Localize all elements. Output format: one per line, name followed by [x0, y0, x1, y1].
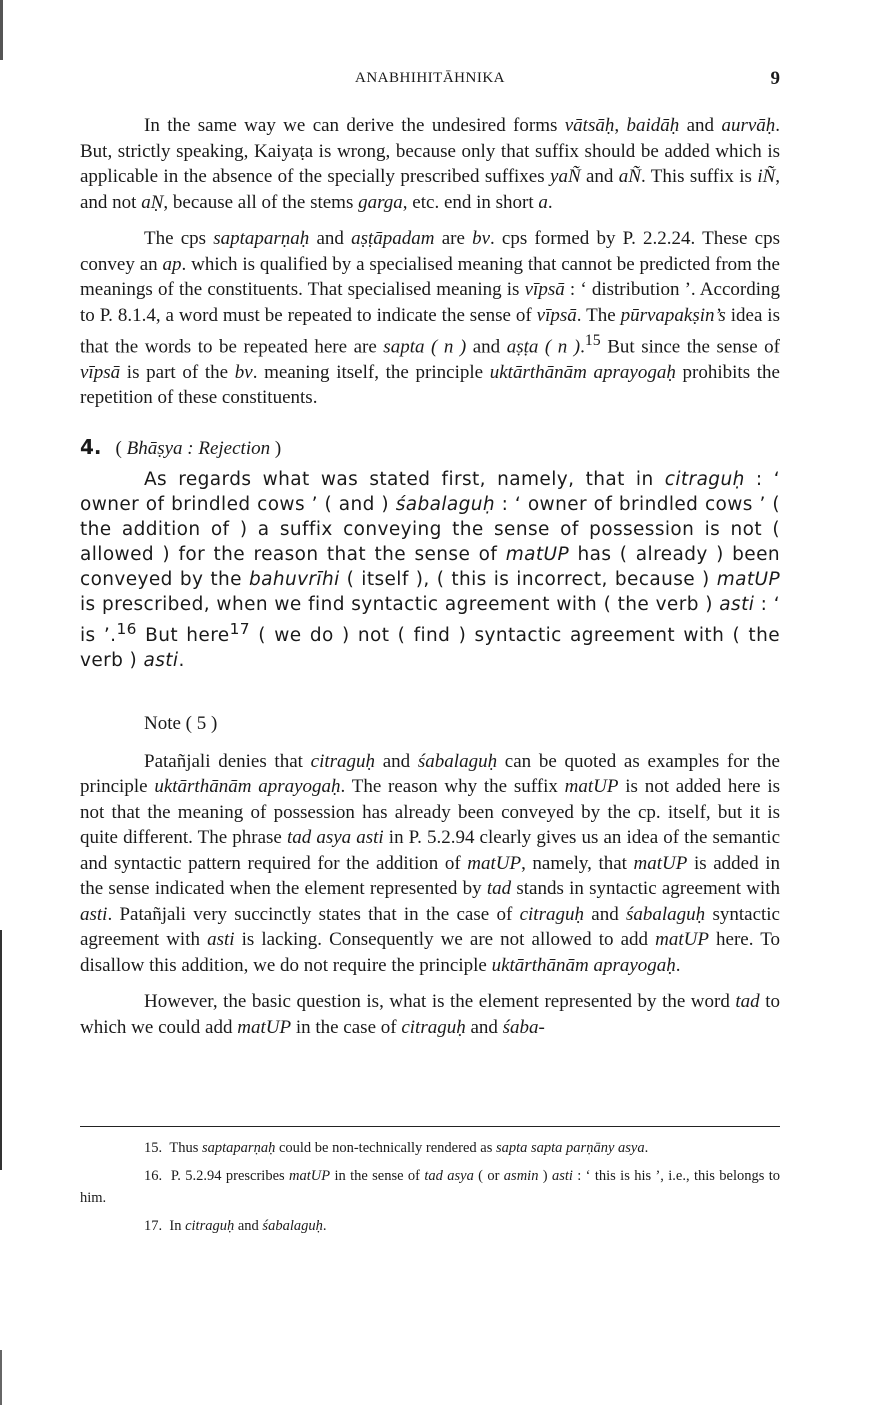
page-number: 9 — [770, 68, 780, 89]
main-text — [80, 113, 780, 1051]
section-number: 4. — [80, 434, 102, 459]
paragraph: Patañjali denies that citraguḥ and śabalaguḥ can be quoted as examples for the principle uktārthānām aprayogaḥ. The reason why the suffix matUP is not added here is not that the meaning of possession has already been conveyed by the cp. itself, but it is quite different. The phrase tad asya asti in P. 5.2.94 clearly gives us an idea of the semantic and syntactic pattern required for the addition of matUP, namely, that matUP is added in the sense indicated when the element represented by tad stands in syntactic agreement with asti. Patañjali very succinctly states that in the case of citraguḥ and śabalaguḥ syntactic agreement with asti is lacking. Consequently we are not allowed to add matUP here. To disallow this addition, we do not require the principle uktārthānām aprayogaḥ. — [80, 750, 781, 976]
note-heading: Note ( 5 ) — [144, 713, 218, 735]
footnote: 15. Thus saptaparṇaḥ could be non-technically rendered as sapta sapta parṇāny asya. — [144, 1140, 649, 1156]
footnote: 17. In citraguḥ and śabalaguḥ. — [144, 1218, 327, 1234]
footnote: 16. P. 5.2.94 prescribes matUP in the sense of tad asya ( or asmin ) asti : ‘ this is his ’, i.e., this belongs to him. — [80, 1168, 781, 1206]
footnote-ref: 17 — [229, 620, 250, 639]
footnote-ref: 16 — [116, 620, 137, 639]
paragraph: The cps saptaparṇaḥ and aṣṭāpadam are bv. cps formed by P. 2.2.24. These cps convey an ap. which is qualified by a specialised meaning that cannot be predicted from the meanings of the constituents. That specialised meaning is vīpsā : ‘ distribution ’. According to P. 8.1.4, a word must be repeated to indicate the sense of vīpsā. The pūrvapakṣin’s idea is that the words to be repeated here are sapta ( n ) and aṣṭa ( n ).$^{15}$ But since the sense of vīpsā is part of the bv. meaning itself, the principle uktārthānām aprayogaḥ prohibits the repetition of these constituents. — [80, 228, 781, 409]
paragraph: In the same way we can derive the undesired forms vātsāḥ, baidāḥ and aurvāḥ. But, strictly speaking, Kaiyaṭa is wrong, because only that suffix should be added which is applicable in the absence of the specially prescribed suffixes yaÑ and aÑ. This suffix is iÑ, and not aṆ, because all of the stems garga, etc. end in short a. — [80, 115, 781, 213]
footnote-ref: 15 — [584, 332, 601, 349]
section-title: Bhāṣya — [126, 437, 183, 459]
section-heading: 4. ( Bhāṣya : Rejection ) — [80, 434, 282, 459]
scan-edge-mark — [0, 930, 2, 1170]
running-head: ANABHIHITĀHNIKA — [355, 70, 505, 86]
page-header — [80, 70, 780, 94]
scan-edge-mark — [0, 1350, 2, 1405]
scan-edge-mark — [0, 0, 3, 60]
footnotes — [80, 1126, 780, 1243]
paragraph: However, the basic question is, what is the element represented by the word tad to which we could add matUP in the case of citraguḥ and śaba- — [80, 991, 780, 1038]
translation-paragraph: As regards what was stated first, namely, that in citraguḥ : ‘ owner of brindled cows ’ ( and ) śabalaguḥ : ‘ owner of brindled cows ’ ( the addition of ) a suffix conveying the sense of possession is not ( allowed ) for the reason that the sense of matUP has ( already ) been conveyed by the bahuvrīhi ( itself ), ( this is incorrect, because ) matUP is prescribed, when we find syntactic agreement with ( the verb ) asti : ‘ is ’.$^{16}$ But here$^{17}$ ( we do ) not ( find ) syntactic agreement with ( the verb ) asti. — [80, 469, 780, 672]
